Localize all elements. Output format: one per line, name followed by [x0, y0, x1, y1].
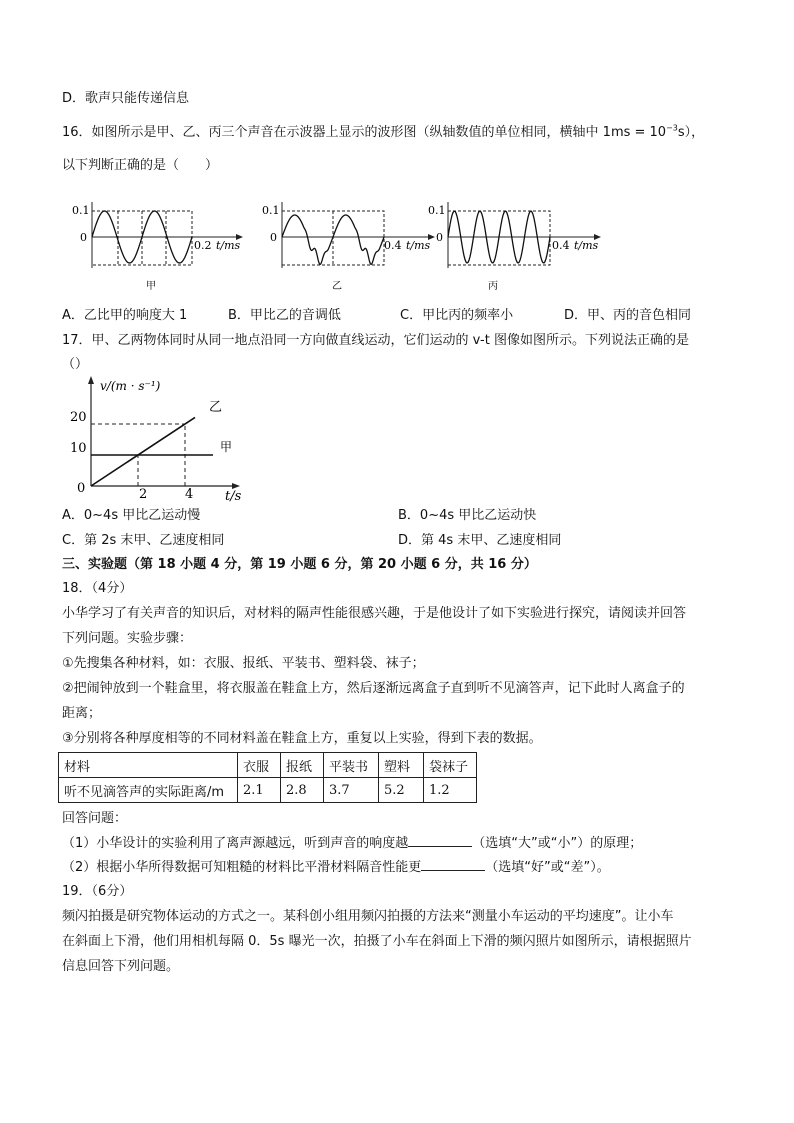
q18-question-1	[62, 834, 642, 853]
q16-waveform-jia	[68, 196, 248, 292]
table-header-row	[59, 753, 477, 778]
q17-line-yi	[91, 417, 195, 486]
q16-xtick-jia: 0.2	[194, 239, 212, 252]
q18-data-table	[58, 752, 477, 803]
q17-option-a: A．0~4s 甲比乙运动慢	[62, 508, 201, 523]
q17-label-yi: 乙	[209, 400, 223, 415]
table-cell: 3.7	[324, 778, 379, 803]
table-header-cell: 衣服	[238, 753, 281, 778]
q17-stem: 17．甲、乙两物体同时从同一地点沿同一方向做直线运动，它们运动的 v-t 图像如图所示。下列说法正确的是	[62, 333, 689, 348]
q18-head: 18．（4分）	[62, 581, 133, 596]
table-cell: 2.1	[238, 778, 281, 803]
q16-stem-a: 16．如图所示是甲、乙、丙三个声音在示波器上显示的波形图（纵轴数值的单位相同，横轴中 1ms = 10	[62, 125, 667, 140]
q18-step-1: ①先搜集各种材料，如：衣服、报纸、平装书、塑料袋、袜子；	[62, 656, 425, 671]
q17-xtick-2: 2	[139, 487, 148, 502]
q16-zero-jia: 0	[80, 231, 87, 244]
q17-paren: （）	[62, 357, 89, 372]
q16-caption-jia: 甲	[146, 281, 156, 292]
table-header-cell: 平装书	[324, 753, 379, 778]
q16-caption-bing: 丙	[488, 281, 498, 292]
q16-ytick-bing: 0.1	[428, 204, 446, 217]
q16-stem-line2: 以下判断正确的是（ ）	[62, 158, 219, 173]
q17-option-b: B．0~4s 甲比乙运动快	[398, 508, 537, 523]
q17-ylabel: v/(m · s⁻¹)	[100, 379, 161, 393]
q16-xtick-yi: 0.4	[384, 239, 402, 252]
q15-option-d: D．歌声只能传递信息	[62, 91, 190, 106]
q19-head: 19．（6分）	[62, 884, 133, 899]
q16-zero-bing: 0	[436, 231, 443, 244]
section3-title: 三、实验题（第 18 小题 4 分，第 19 小题 6 分，第 20 小题 6 分，共 16 分）	[62, 557, 537, 572]
q16-ytick-jia: 0.1	[72, 204, 90, 217]
q19-line-2: 在斜面上下滑，他们用相机每隔 0．5s 曝光一次，拍摄了小车在斜面上下滑的频闪照片如图所示，请根据照片	[62, 934, 692, 949]
q16-xtick-bing: 0.4	[552, 239, 570, 252]
q18-step-2a: ②把闹钟放到一个鞋盒里，将衣服盖在鞋盒上方，然后逐渐远离盒子直到听不见滴答声，记下此时人离盒子的	[62, 681, 685, 696]
table-header-cell: 报纸	[281, 753, 324, 778]
q16-option-d: D．甲、丙的音色相同	[564, 308, 692, 323]
q16-option-b: B．甲比乙的音调低	[228, 308, 341, 323]
q16-stem-b: s），	[677, 125, 705, 140]
q19-line-1: 频闪拍摄是研究物体运动的方式之一。某科创小组用频闪拍摄的方法来“测量小车运动的平均速度”。让小车	[62, 909, 674, 924]
q17-ytick-20: 20	[70, 410, 87, 425]
q16-option-c: C．甲比丙的频率小	[400, 308, 514, 323]
q17-label-jia: 甲	[220, 440, 233, 454]
q17-option-d: D．第 4s 末甲、乙速度相同	[398, 533, 562, 548]
q18-question-2	[62, 858, 610, 877]
q16-xaxis-jia: t/ms	[216, 239, 241, 252]
q16-zero-yi: 0	[270, 231, 277, 244]
q18-intro-1: 小华学习了有关声音的知识后，对材料的隔声性能很感兴趣，于是他设计了如下实验进行探究，请阅读并回答	[62, 606, 687, 621]
table-header-cell: 材料	[59, 753, 238, 778]
table-cell: 听不见滴答声的实际距离/m	[59, 778, 238, 803]
q18-step-2b: 距离；	[62, 706, 102, 721]
q16-caption-yi: 乙	[332, 281, 342, 292]
q17-xtick-4: 4	[185, 487, 194, 502]
table-cell: 1.2	[424, 778, 477, 803]
q18-q1-hint: （选填“大”或“小”）的原理；	[472, 836, 643, 851]
table-header-cell: 袋袜子	[424, 753, 477, 778]
q16-stem	[62, 124, 704, 142]
q17-origin: 0	[77, 481, 86, 496]
q18-step-3: ③分别将各种厚度相等的不同材料盖在鞋盒上方，重复以上实验，得到下表的数据。	[62, 731, 542, 746]
table-header-cell: 塑料	[379, 753, 424, 778]
table-cell: 5.2	[379, 778, 424, 803]
q16-exponent: −3	[666, 123, 678, 133]
q17-xlabel: t/s	[225, 489, 242, 502]
q17-ytick-10: 10	[70, 441, 87, 456]
table-row	[59, 778, 477, 803]
q18-q1-answer-blank[interactable]	[408, 834, 472, 847]
q17-option-c: C．第 2s 末甲、乙速度相同	[62, 533, 225, 548]
q18-q2-hint: （选填“好”或“差”）。	[485, 860, 610, 875]
q17-vt-graph	[62, 374, 262, 502]
q16-xaxis-yi: t/ms	[406, 239, 431, 252]
q18-q2-answer-blank[interactable]	[421, 858, 485, 871]
q16-waveform-yi	[262, 196, 440, 292]
q16-ytick-yi: 0.1	[262, 204, 280, 217]
q18-answer-head: 回答问题：	[62, 811, 128, 826]
table-cell: 2.8	[281, 778, 324, 803]
q16-option-a: A．乙比甲的响度大 1	[62, 308, 188, 323]
q16-xaxis-bing: t/ms	[574, 239, 599, 252]
q16-waveform-bing	[428, 196, 606, 292]
q18-q2-text: （2）根据小华所得数据可知粗糙的材料比平滑材料隔音性能更	[62, 860, 422, 875]
q18-q1-text: （1）小华设计的实验利用了离声源越远，听到声音的响度越	[62, 836, 409, 851]
q19-line-3: 信息回答下列问题。	[62, 959, 180, 974]
q18-intro-2: 下列问题。实验步骤：	[62, 631, 193, 646]
